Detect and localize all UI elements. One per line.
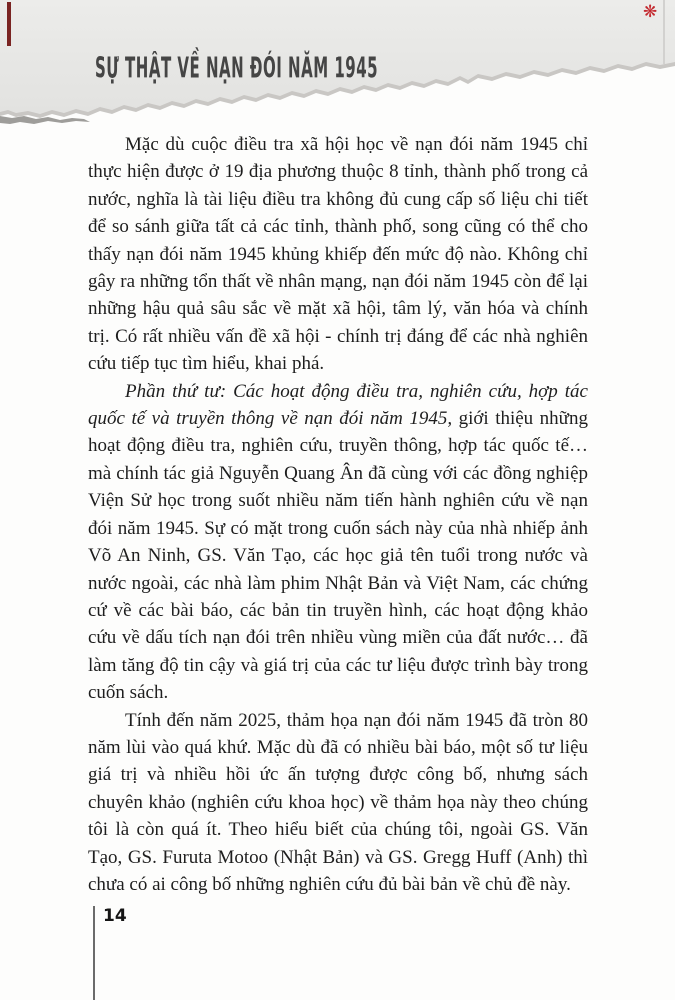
article — [88, 131, 588, 898]
text-segment-italic: Phần thứ tư: Các hoạt động điều tra, nghiên cứu, hợp tác quốc tế và truyền thông về nạn đói năm 1945, — [88, 380, 588, 430]
text-segment: Mặc dù cuộc điều tra xã hội học về nạn đói năm 1945 chỉ thực hiện được ở 19 địa phương thuộc 8 tỉnh, thành phố trong cả nước, nghĩa là tài liệu điều tra không đủ cung cấp số liệu chi tiết để so sánh giữa tất cả các tỉnh, thành phố, song cũng có thể cho thấy nạn đói năm 1945 khủng khiếp đến mức độ nào. Không chỉ gây ra những tổn thất về nhân mạng, nạn đói năm 1945 còn để lại những hậu quả sâu sắc về mặt xã hội, tâm lý, văn hóa và chính trị. Có rất nhiều vấn đề xã hội - chính trị đáng để các nhà nghiên cứu tiếp tục tìm hiểu, khai phá. — [88, 134, 588, 375]
paragraph-1 — [88, 131, 588, 378]
text-segment: Tính đến năm 2025, thảm họa nạn đói năm 1945 đã tròn 80 năm lùi vào quá khứ. Mặc dù đã có nhiều bài báo, một số tư liệu giá trị và nhiều hồi ức ấn tượng được công bố, nhưng sách chuyên khảo (nghiên cứu khoa học) về thảm họa này theo chúng tôi là còn quá ít. Theo hiểu biết của chúng tôi, ngoài GS. Văn Tạo, GS. Furuta Motoo (Nhật Bản) và GS. Gregg Huff (Anh) thì chưa có ai công bố những nghiên cứu đủ bài bản về chủ đề này. — [88, 709, 588, 895]
page-number: 14 — [103, 906, 127, 926]
paragraph-3 — [88, 707, 588, 899]
paragraph-2 — [88, 378, 588, 707]
accent-bar — [7, 2, 11, 46]
flower-ornament-icon: ❋ — [643, 2, 658, 22]
page-edge-line — [663, 0, 665, 64]
chapter-title: SỰ THẬT VỀ NẠN ĐÓI NĂM 1945 — [95, 51, 379, 86]
footer-rule — [93, 906, 95, 1000]
tear-understrip — [0, 116, 90, 124]
text-segment: giới thiệu những hoạt động điều tra, nghiên cứu, truyền thông, hợp tác quốc tế… mà chính tác giả Nguyễn Quang Ân đã cùng với các đồng nghiệp Viện Sử học trong suốt nhiều năm tiến hành nghiên cứu về nạn đói năm 1945. Sự có mặt trong cuốn sách này của nhà nhiếp ảnh Võ An Ninh, GS. Văn Tạo, các học giả tên tuổi trong nước và nước ngoài, các nhà làm phim Nhật Bản và Việt Nam, các chứng cứ về các bài báo, các bản tin truyền hình, các hoạt động khảo cứu về dấu tích nạn đói trên nhiều vùng miền của đất nước… đã làm tăng độ tin cậy và giá trị của các tư liệu được trình bày trong cuốn sách. — [88, 408, 588, 704]
